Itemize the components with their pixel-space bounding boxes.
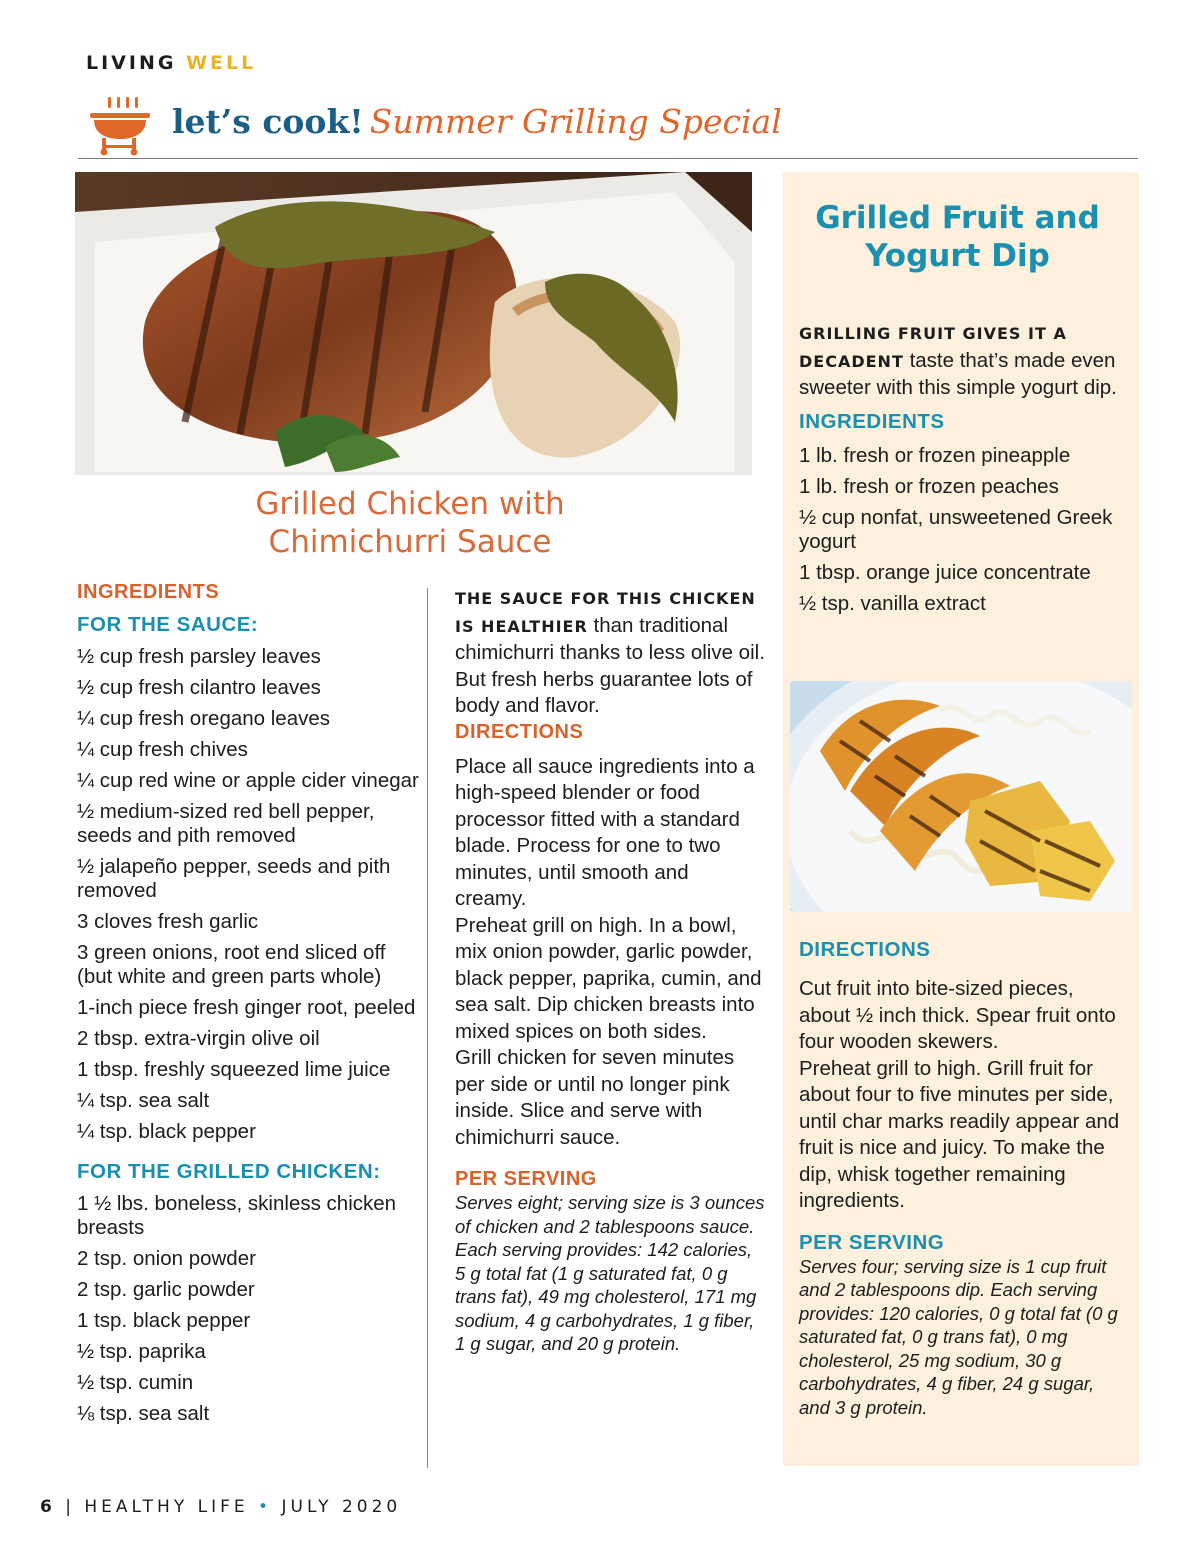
fruit-directions-heading: DIRECTIONS	[799, 938, 931, 961]
fruit-intro	[799, 320, 1129, 402]
list-item: ¼ cup fresh oregano leaves	[77, 707, 330, 730]
sauce-heading: FOR THE SAUCE:	[77, 613, 259, 636]
list-item: ½ medium-sized red bell pepper, seeds and pith removed	[77, 800, 375, 847]
page-footer	[40, 1497, 401, 1517]
chicken-title-line1: Grilled Chicken with	[255, 486, 565, 522]
grilled-chicken-heading: FOR THE GRILLED CHICKEN:	[77, 1160, 381, 1183]
list-item: ¼ tsp. black pepper	[77, 1120, 256, 1143]
chicken-directions-heading: DIRECTIONS	[455, 720, 584, 743]
fruit-recipe-column	[799, 320, 1129, 623]
fruit-intro-text: taste that’s made even sweeter with this simple yogurt dip.	[799, 348, 1117, 399]
grilled-chicken-photo	[75, 172, 752, 475]
direction-step: Preheat grill to high. Grill fruit for about four to five minutes per side, until char marks readily appear and fruit is nice and juicy. To make the dip, whisk together remaining ingredients.	[799, 1056, 1120, 1212]
header-divider	[78, 158, 1138, 159]
list-item: ¼ tsp. sea salt	[77, 1089, 210, 1112]
ingredients-heading: INGREDIENTS	[77, 581, 220, 603]
chicken-directions-column	[455, 585, 765, 1356]
sauce-ingredient-list	[77, 645, 422, 1144]
column-divider	[427, 588, 428, 1468]
page-title-main: let’s cook!	[172, 102, 364, 141]
page-header	[88, 92, 1138, 158]
page-number: 6	[40, 1497, 56, 1517]
list-item: ⅛ tsp. sea salt	[77, 1402, 210, 1425]
issue-date: JULY 2020	[281, 1497, 402, 1517]
chicken-ingredient-list	[77, 1192, 422, 1426]
page-title-sub: Summer Grilling Special	[369, 102, 782, 141]
page-title	[172, 102, 782, 141]
fruit-ingredient-list	[799, 444, 1129, 616]
footer-separator: |	[65, 1497, 75, 1517]
grilled-fruit-photo	[790, 681, 1132, 912]
list-item: ½ tsp. cumin	[77, 1371, 194, 1394]
fruit-directions-column	[799, 938, 1129, 1419]
fruit-ingredients-heading: INGREDIENTS	[799, 409, 945, 433]
direction-step: Cut fruit into bite-sized pieces, about ½ inch thick. Spear fruit onto four wooden skewers.	[799, 977, 1116, 1053]
fruit-serving-info: Serves four; serving size is 1 cup fruit and 2 tablespoons dip. Each serving provides: 120 calories, 0 g total fat (0 g saturated fat, 0 g trans fat), 0 mg cholesterol, 25 mg sodium, 30 g carbohydrates, 4 g fiber, 24 g sugar, and 3 g protein.	[799, 1255, 1118, 1418]
list-item: 1 ½ lbs. boneless, skinless chicken breasts	[77, 1192, 397, 1239]
chicken-ingredients-column	[77, 580, 422, 1433]
list-item: 1 tsp. black pepper	[77, 1309, 251, 1332]
chicken-title-line2: Chimichurri Sauce	[268, 523, 552, 560]
list-item: ½ tsp. vanilla extract	[799, 591, 986, 615]
fruit-recipe-title	[785, 200, 1130, 276]
list-item: ½ jalapeño pepper, seeds and pith removed	[77, 855, 391, 902]
chicken-serving-info: Serves eight; serving size is 3 ounces of chicken and 2 tablespoons sauce. Each serving provides: 142 calories, 5 g total fat (1 g saturated fat, 0 g trans fat), 49 mg cholesterol, 171 mg sodium, 4 g carbohydrates, 1 g fiber, 1 g sugar, and 20 g protein.	[455, 1192, 765, 1354]
fruit-serving-heading: PER SERVING	[799, 1230, 945, 1254]
list-item: ¼ cup red wine or apple cider vinegar	[77, 769, 419, 792]
direction-step: Place all sauce ingredients into a high-speed blender or food processor fitted with a standard blade. Process for one to two minutes, until smooth and creamy.	[455, 754, 755, 910]
section-label-word2: WELL	[186, 52, 257, 74]
chicken-intro	[455, 585, 765, 720]
section-label-word1: LIVING	[86, 52, 177, 74]
list-item: 1 lb. fresh or frozen pineapple	[799, 443, 1071, 467]
list-item: 2 tbsp. extra-virgin olive oil	[77, 1027, 320, 1050]
section-label	[86, 52, 256, 74]
fruit-intro-lead: GRILLING FRUIT GIVES IT A DECADENT	[799, 324, 1067, 371]
list-item: 3 cloves fresh garlic	[77, 910, 259, 933]
chicken-intro-lead: THE SAUCE FOR THIS CHICKEN IS HEALTHIER	[455, 589, 756, 636]
chicken-serving-heading: PER SERVING	[455, 1168, 597, 1190]
list-item: 2 tsp. onion powder	[77, 1247, 256, 1270]
grill-icon	[88, 94, 152, 156]
list-item: ¼ cup fresh chives	[77, 738, 248, 761]
list-item: ½ cup nonfat, unsweetened Greek yogurt	[799, 505, 1113, 553]
list-item: 1 tbsp. orange juice concentrate	[799, 560, 1091, 584]
list-item: ½ tsp. paprika	[77, 1340, 206, 1363]
list-item: ½ cup fresh parsley leaves	[77, 645, 321, 668]
fruit-title-line2: Yogurt Dip	[865, 237, 1050, 274]
direction-step: Preheat grill on high. In a bowl, mix onion powder, garlic powder, black pepper, paprika, cumin, and sea salt. Dip chicken breasts into mixed spices on both sides.	[455, 913, 762, 1043]
list-item: 1 tbsp. freshly squeezed lime juice	[77, 1058, 391, 1081]
chicken-intro-text: than traditional chimichurri thanks to less olive oil. But fresh herbs guarantee lots of body and flavor.	[455, 613, 765, 717]
chicken-recipe-title	[110, 486, 710, 562]
list-item: 2 tsp. garlic powder	[77, 1278, 255, 1301]
list-item: 1 lb. fresh or frozen peaches	[799, 474, 1059, 498]
footer-dot: •	[258, 1497, 273, 1517]
fruit-title-line1: Grilled Fruit and	[815, 200, 1100, 236]
list-item: 1-inch piece fresh ginger root, peeled	[77, 996, 416, 1019]
list-item: 3 green onions, root end sliced off (but white and green parts whole)	[77, 941, 386, 988]
direction-step: Grill chicken for seven minutes per side or until no longer pink inside. Slice and serve with chimichurri sauce.	[455, 1046, 735, 1149]
publication-name: HEALTHY LIFE	[84, 1497, 249, 1517]
list-item: ½ cup fresh cilantro leaves	[77, 676, 321, 699]
